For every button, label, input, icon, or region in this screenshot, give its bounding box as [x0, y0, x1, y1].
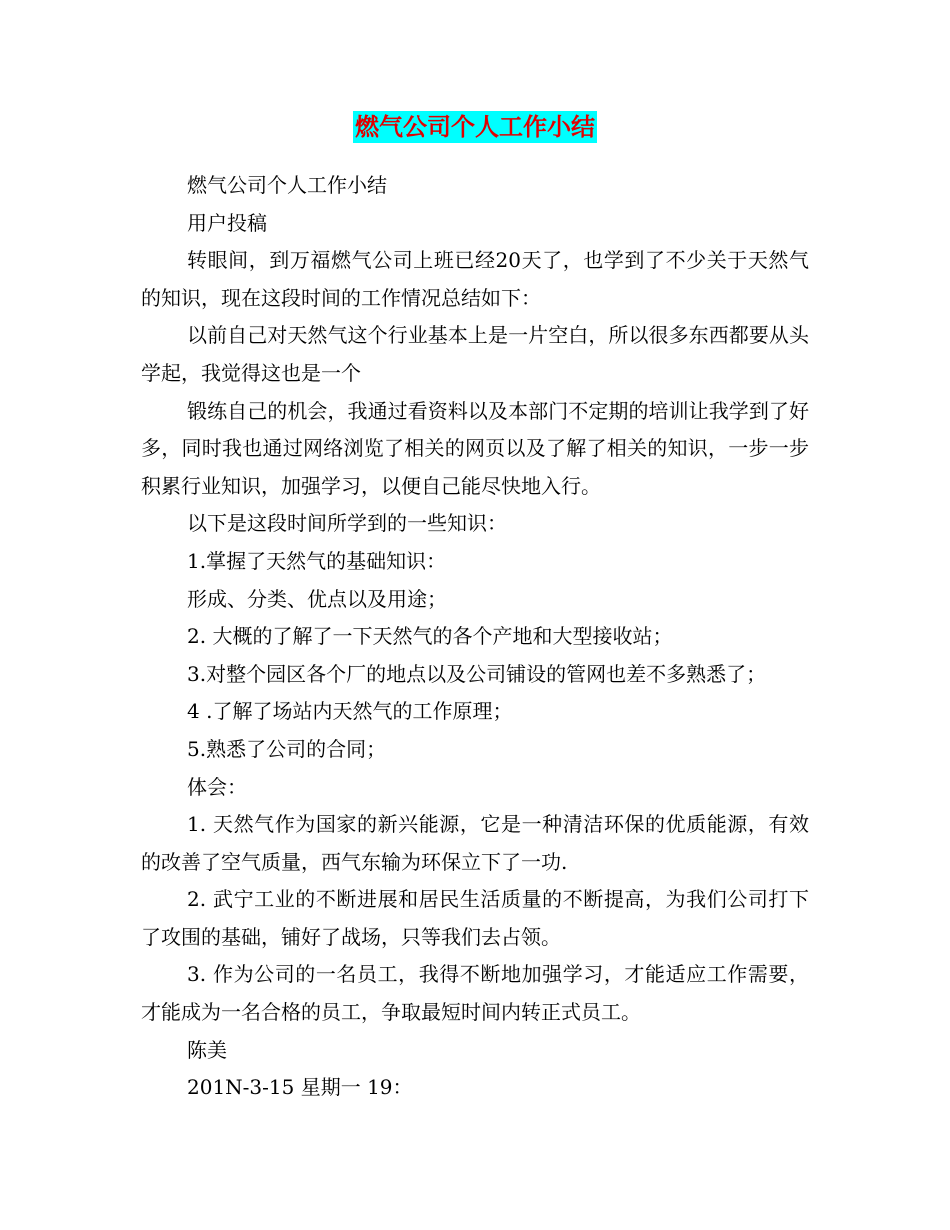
- list-item-1: 1.掌握了天然气的基础知识：: [187, 548, 447, 573]
- list-item-2: 2. 大概的了解了一下天然气的各个产地和大型接收站；: [187, 624, 673, 649]
- title-container: [0, 111, 950, 143]
- list-item-1-detail: 形成、分类、优点以及用途；: [187, 586, 447, 611]
- paragraph-reflection-heading: 体会：: [187, 774, 247, 799]
- document-date: 201N-3-15 星期一 19：: [187, 1075, 413, 1100]
- paragraph-intro: 转眼间，到万福燃气公司上班已经20天了，也学到了不少关于天然气的知识，现在这段时间的工作情况总结如下：: [141, 248, 809, 310]
- list-item-5: 5.熟悉了公司的合同；: [187, 736, 387, 761]
- paragraph-source: 用户投稿: [187, 210, 267, 235]
- paragraph-background: 以前自己对天然气这个行业基本上是一片空白，所以很多东西都要从头学起，我觉得这也是一个: [141, 323, 809, 385]
- paragraph-subtitle: 燃气公司个人工作小结: [187, 173, 387, 197]
- reflection-item-2: 2. 武宁工业的不断进展和居民生活质量的不断提高，为我们公司打下了攻围的基础，铺好了战场，只等我们去占领。: [141, 887, 809, 949]
- document-body: [141, 167, 809, 1107]
- author-name: 陈美: [187, 1037, 227, 1062]
- reflection-item-1: 1. 天然气作为国家的新兴能源，它是一种清洁环保的优质能源，有效的改善了空气质量，西气东输为环保立下了一功.: [141, 812, 809, 874]
- paragraph-learning: 锻练自己的机会，我通过看资料以及本部门不定期的培训让我学到了好多，同时我也通过网络浏览了相关的网页以及了解了相关的知识，一步一步积累行业知识，加强学习，以便自己能尽快地入行。: [141, 398, 809, 498]
- document-title: 燃气公司个人工作小结: [355, 112, 595, 141]
- reflection-item-3: 3. 作为公司的一名员工，我得不断地加强学习，才能适应工作需要，才能成为一名合格的员工，争取最短时间内转正式员工。: [141, 962, 809, 1025]
- list-item-4: 4 .了解了场站内天然气的工作原理；: [187, 699, 513, 724]
- list-item-3: 3.对整个园区各个厂的地点以及公司铺设的管网也差不多熟悉了；: [187, 661, 767, 686]
- paragraph-knowledge-heading: 以下是这段时间所学到的一些知识：: [187, 511, 507, 536]
